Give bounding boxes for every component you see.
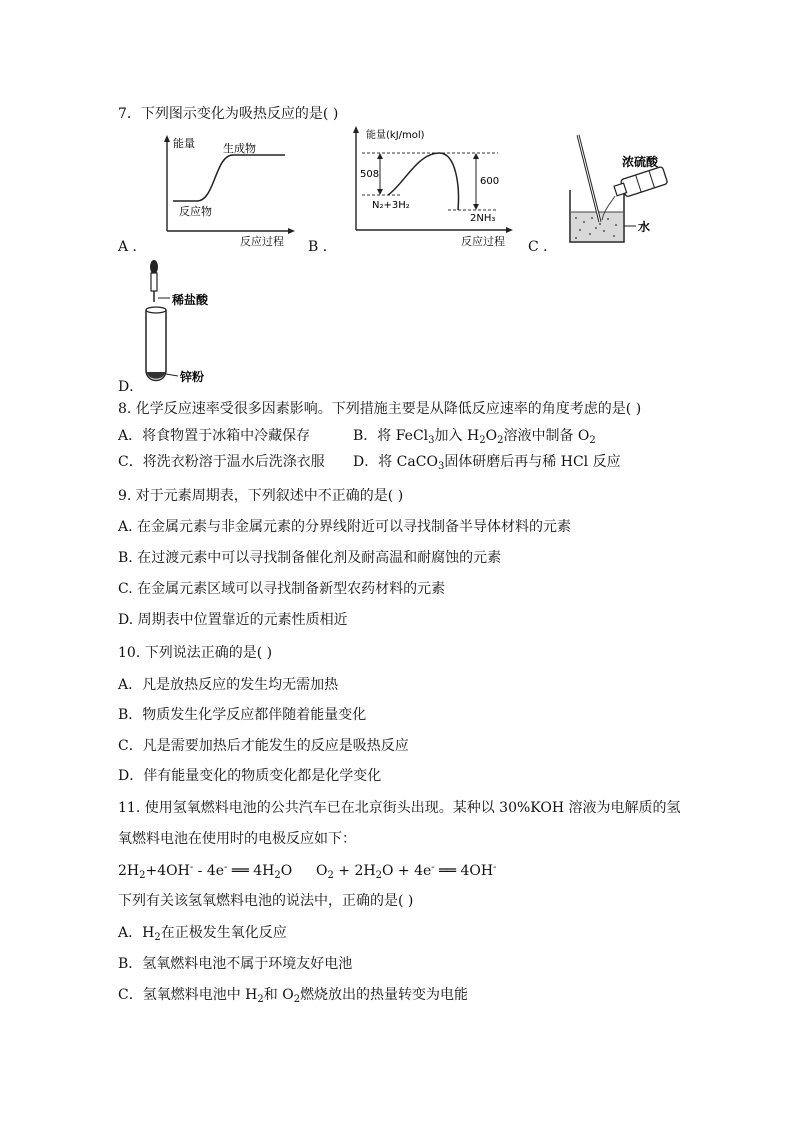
q11-stem-line1: 11. 使用氢氧燃料电池的公共汽车已在北京街头出现。某种以 30%KOH 溶液为电解质的氢: [118, 800, 681, 816]
q11-option-b[interactable]: B．氢氧燃料电池不属于环境友好电池: [118, 956, 353, 972]
q8-option-c[interactable]: C．将洗衣粉溶于温水后洗涤衣服: [118, 454, 325, 470]
q7-option-c[interactable]: C ．: [528, 239, 558, 255]
fig-c-acid: 浓硫酸: [622, 155, 659, 169]
q10-option-d[interactable]: D．伴有能量变化的物质变化都是化学变化: [118, 768, 382, 784]
q10-stem: 10. 下列说法正确的是( ): [118, 645, 273, 661]
fig-a-xlabel: 反应过程: [240, 235, 284, 248]
q7-figure-a: [155, 135, 295, 247]
q7-figure-d: [140, 258, 240, 386]
q9-option-b[interactable]: B. 在过渡元素中可以寻找制备催化剂及耐高温和耐腐蚀的元素: [118, 550, 502, 566]
fig-a-product: 生成物: [223, 142, 256, 155]
q7-option-b[interactable]: B ．: [308, 239, 337, 255]
fig-b-products: 2NH₃: [470, 213, 496, 224]
q9-option-d[interactable]: D. 周期表中位置靠近的元素性质相近: [118, 612, 348, 628]
q11-equation-anode: $2H_2+4OH^- - 4e^-$ ══ $4H_2O$: [118, 862, 293, 881]
q7-stem: 7．下列图示变化为吸热反应的是( ): [118, 106, 339, 122]
q9-option-c[interactable]: C. 在金属元素区域可以寻找制备新型农药材料的元素: [118, 581, 446, 597]
fig-b-ylabel: 能量(kJ/mol): [366, 130, 425, 141]
q8-stem: 8. 化学反应速率受很多因素影响。下列措施主要是从降低反应速率的角度考虑的是( ): [118, 401, 642, 417]
q11-option-a[interactable]: A．$H_2$在正极发生氧化反应: [118, 925, 287, 943]
q7-figure-b: [348, 126, 513, 238]
q7-option-d[interactable]: D．: [118, 379, 144, 395]
fig-d-metal: 锌粉: [180, 370, 205, 384]
fig-a-ylabel: 能量: [173, 137, 195, 150]
fig-b-right-value: 600: [480, 176, 500, 187]
q8-option-a[interactable]: A．将食物置于冰箱中冷藏保存: [118, 428, 311, 444]
q7-figure-c: [560, 130, 680, 248]
fig-b-reactants: N₂+3H₂: [372, 200, 410, 211]
q10-option-c[interactable]: C．凡是需要加热后才能发生的反应是吸热反应: [118, 738, 409, 754]
q10-option-a[interactable]: A．凡是放热反应的发生均无需加热: [118, 677, 339, 693]
q10-option-b[interactable]: B．物质发生化学反应都伴随着能量变化: [118, 707, 367, 723]
q8-option-d[interactable]: D．将 CaCO$_3$固体研磨后再与稀 HCl 反应: [353, 454, 621, 472]
fig-c-water: 水: [638, 220, 651, 234]
fig-d-acid: 稀盐酸: [172, 293, 209, 307]
fig-a-reactant: 反应物: [179, 205, 212, 218]
q8-option-b[interactable]: B．将 FeCl$_3$加入 $H_2O_2$溶液中制备 $O_2$: [353, 428, 596, 446]
q9-stem: 9. 对于元素周期表，下列叙述中不正确的是( ): [118, 488, 404, 504]
q11-stem-line3: 下列有关该氢氧燃料电池的说法中，正确的是( ): [118, 893, 414, 909]
q7-option-a[interactable]: A ．: [118, 239, 147, 255]
q9-option-a[interactable]: A. 在金属元素与非金属元素的分界线附近可以寻找制备半导体材料的元素: [118, 519, 572, 535]
q11-option-c[interactable]: C．氢氧燃料电池中 $H_2$和 $O_2$燃烧放出的热量转变为电能: [118, 987, 469, 1005]
fig-b-left-value: 508: [360, 169, 380, 180]
q11-stem-line2: 氧燃料电池在使用时的电极反应如下：: [118, 831, 356, 847]
q11-equation-cathode: $O_2 + 2H_2O + 4e^-$ ══ 4OH-: [316, 862, 497, 881]
fig-b-xlabel: 反应过程: [461, 235, 505, 248]
